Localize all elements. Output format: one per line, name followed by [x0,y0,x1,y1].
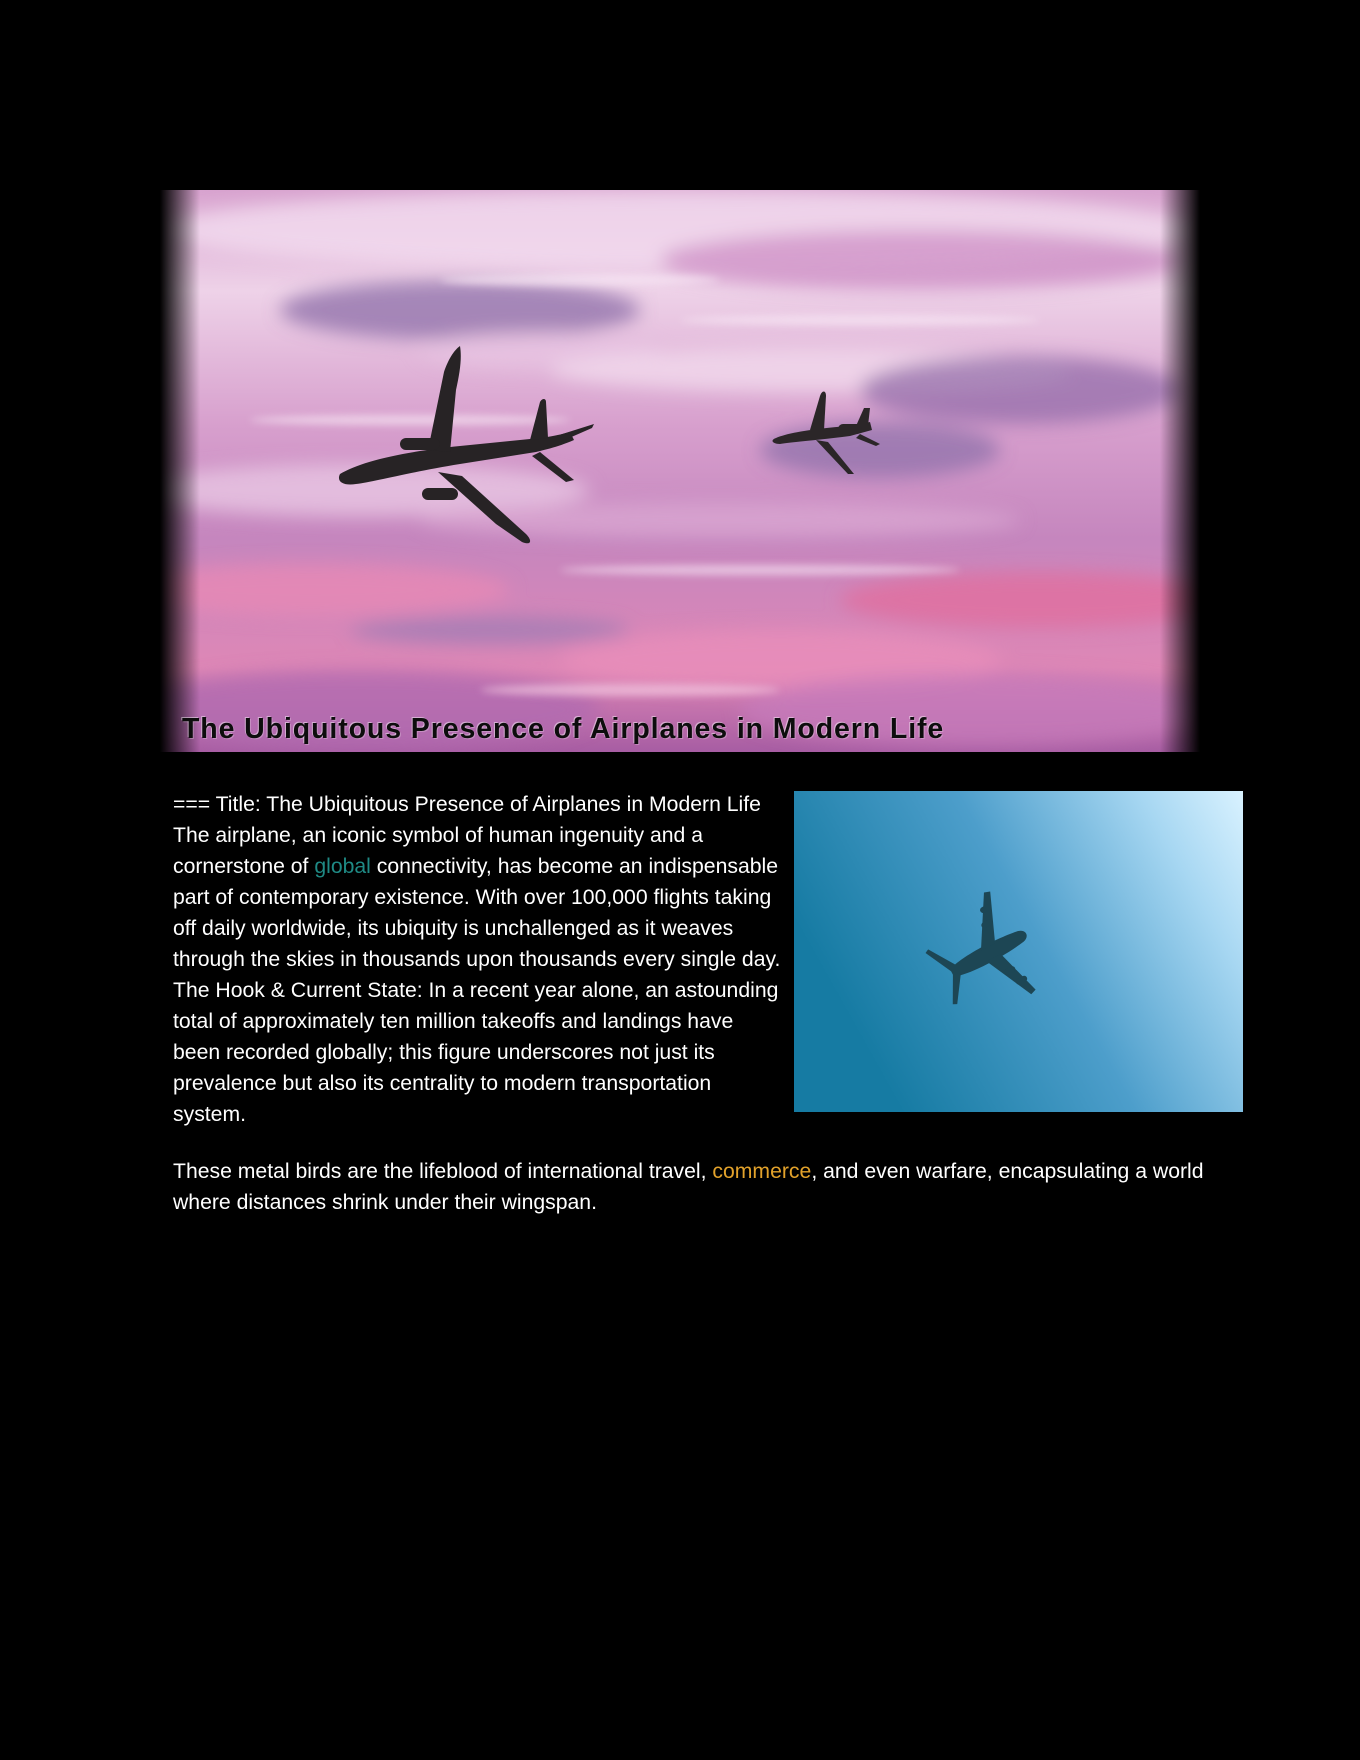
article-body [173,789,1213,1218]
paragraph-2-text-b: , and even warfare, encapsulating a world where distances shrink under their wingspan. [173,1160,1204,1214]
hero-banner [160,190,1200,752]
commerce-link[interactable]: commerce [712,1160,812,1183]
cargo-airplane-image [794,791,1243,1112]
paragraph-2-text-a: These metal birds are the lifeblood of international travel, [173,1160,713,1183]
paragraph-1-text-a: === Title: The Ubiquitous Presence of Airplanes in Modern Life The airplane, an iconic symbol of human ingenuity and a cornerstone of [173,793,761,878]
hero-airplanes-image [160,190,1200,752]
side-photo [794,791,1243,1112]
paragraph-1-text-b: connectivity, has become an indispensable part of contemporary existence. With over 100,000 flights taking off daily worldwide, its ubiquity is unchallenged as it weaves through the skies in thousands upon thousands every single day. The Hook & Current State: In a recent year alone, an astounding total of approximately ten million takeoffs and landings have been recorded globally; this figure underscores not just its prevalence but also its centrality to modern transportation system. [173,855,781,1126]
paragraph-2 [173,1156,1213,1218]
hero-title: The Ubiquitous Presence of Airplanes in Modern Life [182,713,945,745]
global-link[interactable]: global [314,855,371,878]
